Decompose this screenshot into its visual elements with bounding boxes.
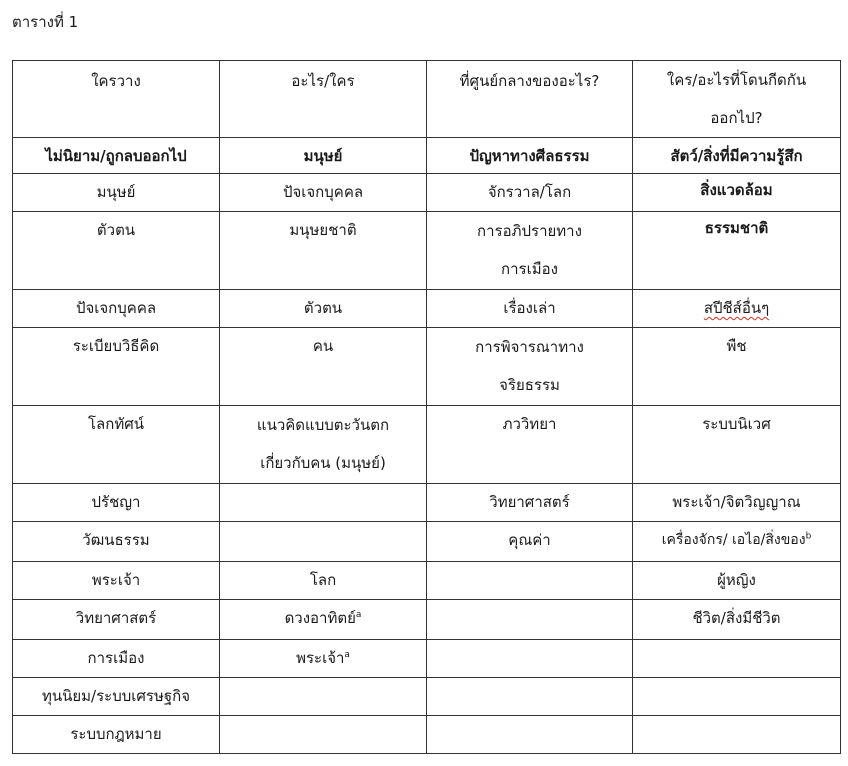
footnote-mark: a	[355, 610, 362, 620]
table-row	[13, 716, 841, 754]
footnote-mark: b	[805, 531, 812, 542]
subheader-cell: ปัญหาทางศีลธรรม	[427, 138, 633, 174]
table-cell: คุณค่า	[427, 522, 633, 562]
table-cell: ภววิทยา	[427, 406, 633, 484]
subheader-row	[13, 138, 841, 174]
table-cell: วิทยาศาสตร์	[13, 600, 220, 640]
table-cell	[220, 484, 427, 522]
table-cell: วิทยาศาสตร์	[427, 484, 633, 522]
table-cell: วัฒนธรรม	[13, 522, 220, 562]
table-cell: ปัจเจกบุคคล	[13, 290, 220, 328]
table-cell: คน	[220, 328, 427, 406]
table-cell: ชีวิต/สิ่งมีชีวิต	[633, 600, 841, 640]
table-row	[13, 600, 841, 640]
table-cell: เครื่องจักร/ เอไอ/สิ่งของ$^b$	[633, 522, 841, 562]
spellcheck-flagged-text: สปีชีส์อื่นๆ	[703, 299, 770, 317]
table-cell: พืช	[633, 328, 841, 406]
table-cell: จักรวาล/โลก	[427, 174, 633, 212]
table-cell: มนุษยชาติ	[220, 212, 427, 290]
table-cell	[220, 716, 427, 754]
table-cell: ดวงอาทิตย์$^a$	[220, 600, 427, 640]
table-cell: ระบบกฎหมาย	[13, 716, 220, 754]
table-cell	[220, 678, 427, 716]
table-cell: ระบบนิเวศ	[633, 406, 841, 484]
table-cell: สิ่งแวดล้อม	[633, 174, 841, 212]
table-cell	[633, 640, 841, 678]
table-cell: ผู้หญิง	[633, 562, 841, 600]
header-cell: อะไร/ใคร	[220, 61, 427, 138]
table-cell: โลก	[220, 562, 427, 600]
table-cell: มนุษย์	[13, 174, 220, 212]
table-cell: แนวคิดแบบตะวันตก เกี่ยวกับคน (มนุษย์)	[220, 406, 427, 484]
table-row	[13, 406, 841, 484]
table-cell: พระเจ้า/จิตวิญญาณ	[633, 484, 841, 522]
table-cell	[427, 562, 633, 600]
table-row	[13, 562, 841, 600]
table-cell: ตัวตน	[13, 212, 220, 290]
table-cell: ปรัชญา	[13, 484, 220, 522]
header-cell: ที่ศูนย์กลางของอะไร?	[427, 61, 633, 138]
data-table	[12, 60, 841, 754]
table-cell	[427, 600, 633, 640]
table-row	[13, 678, 841, 716]
table-cell: โลกทัศน์	[13, 406, 220, 484]
table-cell	[633, 678, 841, 716]
table-row	[13, 522, 841, 562]
table-cell	[427, 640, 633, 678]
table-row	[13, 212, 841, 290]
table-row	[13, 174, 841, 212]
table-cell	[633, 716, 841, 754]
table-cell	[427, 678, 633, 716]
table-cell	[633, 290, 841, 328]
subheader-cell: ไม่นิยาม/ถูกลบออกไป	[13, 138, 220, 174]
header-cell: ใคร/อะไรที่โดนกีดกัน ออกไป?	[633, 61, 841, 138]
table-cell: การเมือง	[13, 640, 220, 678]
table-row	[13, 290, 841, 328]
table-cell: ปัจเจกบุคคล	[220, 174, 427, 212]
footnote-mark: a	[344, 650, 350, 660]
table-cell	[220, 522, 427, 562]
table-cell: ระเบียบวิธีคิด	[13, 328, 220, 406]
table-cell: พระเจ้า	[13, 562, 220, 600]
table-row	[13, 640, 841, 678]
header-row	[13, 61, 841, 138]
table-cell: ธรรมชาติ	[633, 212, 841, 290]
subheader-cell: สัตว์/สิ่งที่มีความรู้สึก	[633, 138, 841, 174]
table-cell: ตัวตน	[220, 290, 427, 328]
table-row	[13, 484, 841, 522]
table-cell: การอภิปรายทาง การเมือง	[427, 212, 633, 290]
table-row	[13, 328, 841, 406]
table-cell: การพิจารณาทาง จริยธรรม	[427, 328, 633, 406]
table-cell: เรื่องเล่า	[427, 290, 633, 328]
header-cell: ใครวาง	[13, 61, 220, 138]
table-cell: พระเจ้า$^a$	[220, 640, 427, 678]
table-caption: ตารางที่ 1	[12, 13, 79, 31]
subheader-cell: มนุษย์	[220, 138, 427, 174]
table-cell: ทุนนิยม/ระบบเศรษฐกิจ	[13, 678, 220, 716]
table-cell	[427, 716, 633, 754]
